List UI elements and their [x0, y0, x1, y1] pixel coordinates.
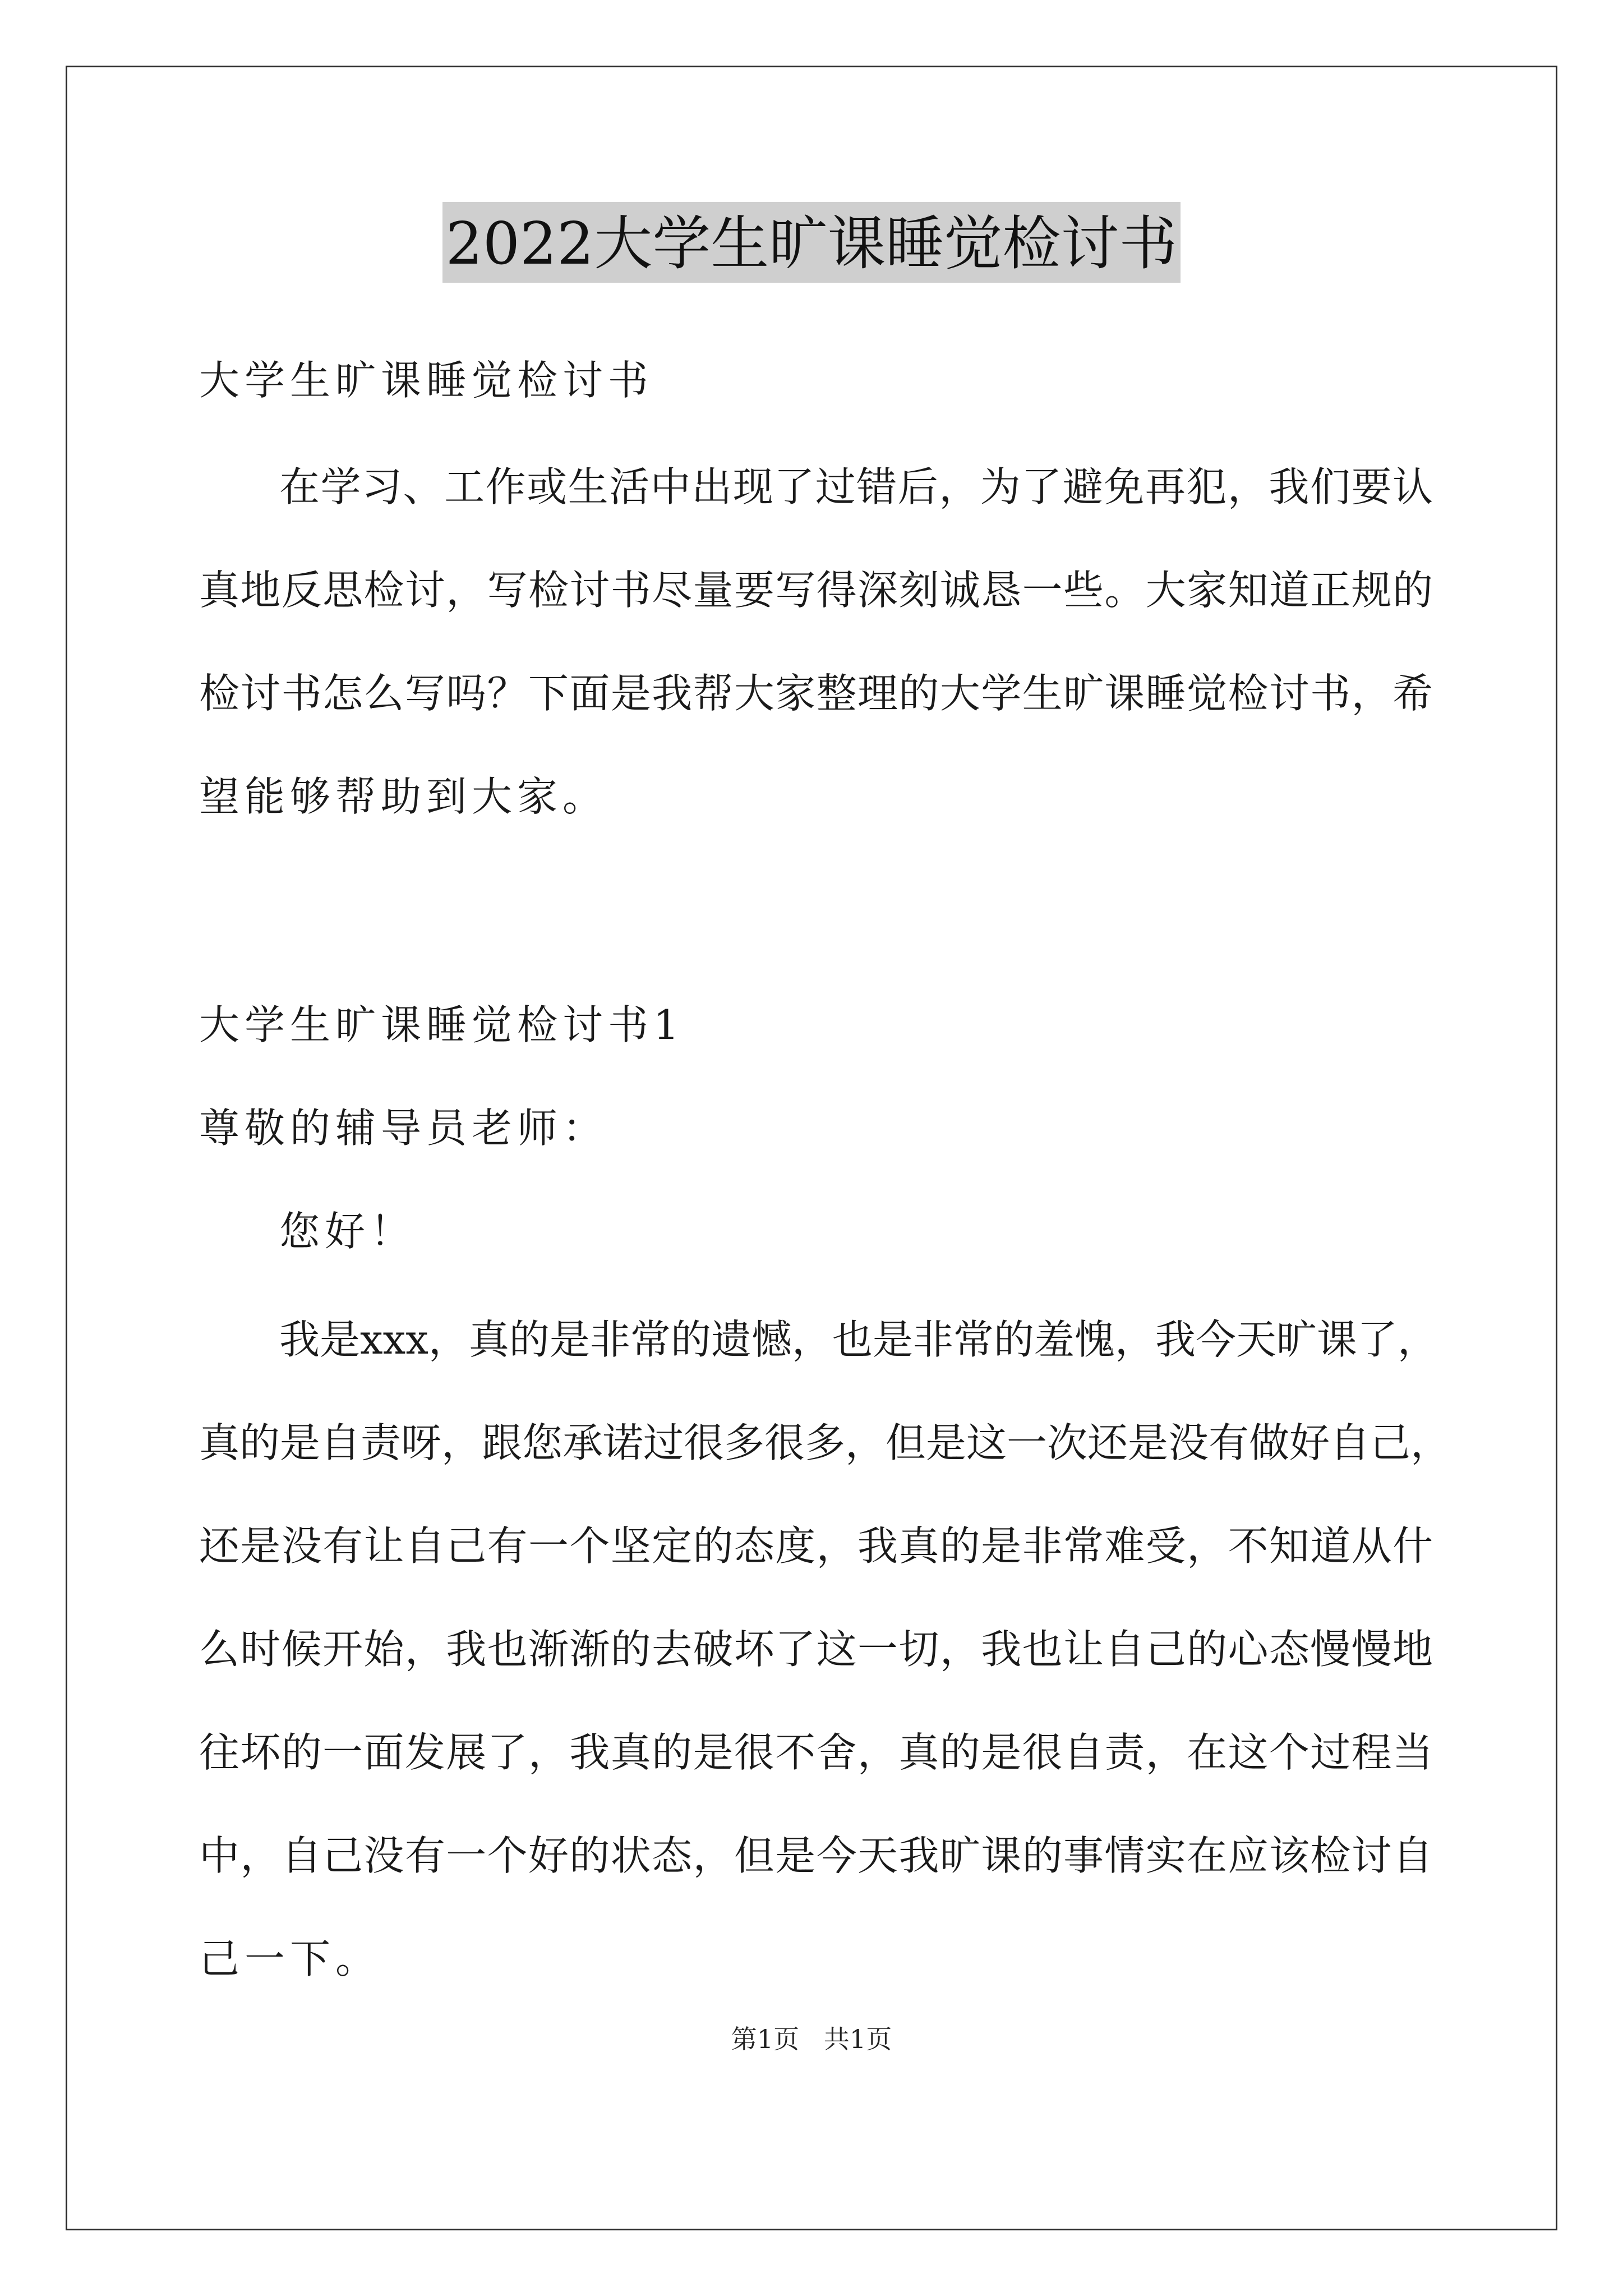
- greeting: 您好！: [279, 1208, 416, 1255]
- page-footer: 第1页 共1页: [731, 2024, 892, 2054]
- intro-line: 检讨书怎么写吗？下面是我帮大家整理的大学生旷课睡觉检讨书，希: [199, 670, 1433, 717]
- body-line: 我是xxx，真的是非常的遗憾，也是非常的羞愧，我今天旷课了，: [279, 1316, 1438, 1363]
- body-line: 真的是自责呀，跟您承诺过很多很多，但是这一次还是没有做好自己，: [199, 1419, 1451, 1466]
- body-line: 还是没有让自己有一个坚定的态度，我真的是非常难受，不知道从什: [199, 1522, 1433, 1570]
- salutation: 尊敬的辅导员老师：: [199, 1105, 608, 1152]
- body-line: 中，自己没有一个好的状态，但是今天我旷课的事情实在应该检讨自: [199, 1832, 1433, 1879]
- body-line: 往坏的一面发展了，我真的是很不舍，真的是很自责，在这个过程当: [199, 1729, 1433, 1776]
- intro-line: 真地反思检讨，写检讨书尽量要写得深刻诚恳一些。大家知道正规的: [199, 567, 1433, 614]
- body-line: 己一下。: [199, 1935, 381, 1982]
- body-line: 么时候开始，我也渐渐的去破坏了这一切，我也让自己的心态慢慢地: [199, 1626, 1433, 1673]
- intro-line: 望能够帮助到大家。: [199, 773, 608, 820]
- intro-line: 在学习、工作或生活中出现了过错后，为了避免再犯，我们要认: [279, 463, 1433, 510]
- document-title: [0, 202, 1623, 283]
- document-title-text: 2022大学生旷课睡觉检讨书: [442, 202, 1181, 283]
- section-heading: 大学生旷课睡觉检讨书1: [199, 1001, 684, 1048]
- document-subtitle: 大学生旷课睡觉检讨书: [199, 357, 654, 404]
